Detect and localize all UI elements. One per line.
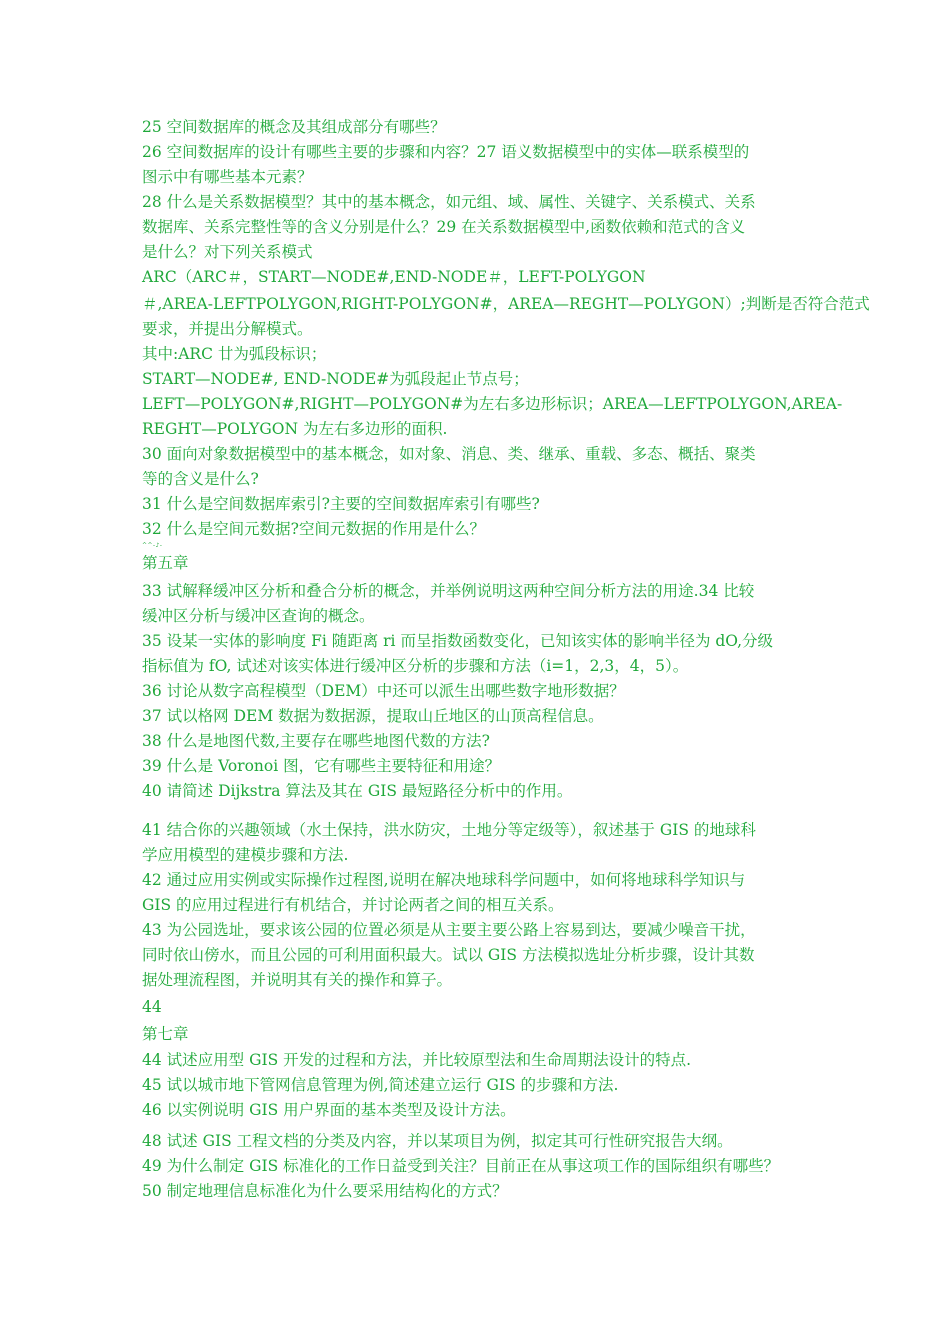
question-35-line-1: 35 设某一实体的影响度 Fi 随距离 ri 而呈指数函数变化，已知该实体的影响半径为 dO,分级 [142,632,774,650]
question-25: 25 空间数据库的概念及其组成部分有哪些？ [142,118,446,136]
question-26-27-line-2: 图示中有哪些基本元素？ [142,168,313,186]
question-30-line-1: 30 面向对象数据模型中的基本概念，如对象、消息、类、继承、重载、多态、概括、聚类 [142,445,756,463]
question-50: 50 制定地理信息标准化为什么要采用结构化的方式？ [142,1182,508,1200]
question-37: 37 试以格网 DEM 数据为数据源，提取山丘地区的山顶高程信息。 [142,707,604,725]
schema-note-arc: 其中:ARC 廿为弧段标识； [142,345,327,363]
question-42-line-2: GIS 的应用过程进行有机结合，并讨论两者之间的相互关系。 [142,896,564,914]
question-30-line-2: 等的含义是什么? [142,470,259,488]
question-42-line-1: 42 通过应用实例或实际操作过程图,说明在解决地球科学问题中，如何将地球科学知识与 [142,871,746,889]
question-43-line-1: 43 为公园选址，要求该公园的位置必须是从主要主要公路上容易到达，要减少噪音干扰， [142,921,756,939]
question-28-29-line-1: 28 什么是关系数据模型？其中的基本概念，如元组、域、属性、关键字、关系模式、关系 [142,193,756,211]
question-33-34-line-1: 33 试解释缓冲区分析和叠合分析的概念，并举例说明这两种空间分析方法的用途.34 比较 [142,582,755,600]
chapter-5-heading: 第五章 [142,554,189,572]
question-31: 31 什么是空间数据库索引?主要的空间数据库索引有哪些? [142,495,540,513]
question-35-line-2: 指标值为 fO, 试述对该实体进行缓冲区分析的步骤和方法（i=1，2,3，4，5）。 [142,657,689,675]
schema-note-polygon-line-2: REGHT—POLYGON 为左右多边形的面积. [142,420,448,438]
question-46: 46 以实例说明 GIS 用户界面的基本类型及设计方法。 [142,1101,516,1119]
question-28-29-line-3: 是什么？对下列关系模式 [142,243,313,261]
question-40: 40 请简述 Dijkstra 算法及其在 GIS 最短路径分析中的作用。 [142,782,573,800]
relation-schema-line-3: 要求，并提出分解模式。 [142,320,313,338]
stray-mark: ^^-♪- [142,542,163,549]
question-43-line-2: 同时依山傍水，而且公园的可利用面积最大。试以 GIS 方法模拟选址分析步骤，设计其数 [142,946,755,964]
question-32: 32 什么是空间元数据?空间元数据的作用是什么？ [142,520,485,538]
question-26-27-line-1: 26 空间数据库的设计有哪些主要的步骤和内容？27 语义数据模型中的实体—联系模型的 [142,143,750,161]
document-body [142,115,870,1204]
question-38: 38 什么是地图代数,主要存在哪些地图代数的方法? [142,732,490,750]
question-44-number: 44 [142,998,162,1016]
question-36: 36 讨论从数字高程模型（DEM）中还可以派生出哪些数字地形数据？ [142,682,625,700]
question-44: 44 试述应用型 GIS 开发的过程和方法，并比较原型法和生命周期法设计的特点. [142,1051,692,1069]
schema-note-node: START—NODE#, END-NODE#为弧段起止节点号； [142,370,529,388]
question-45: 45 试以城市地下管网信息管理为例,简述建立运行 GIS 的步骤和方法. [142,1076,619,1094]
question-49: 49 为什么制定 GIS 标准化的工作日益受到关注？目前正在从事这项工作的国际组织有哪些？ [142,1157,780,1175]
question-41-line-2: 学应用模型的建模步骤和方法. [142,846,349,864]
chapter-7-heading: 第七章 [142,1025,189,1043]
question-33-34-line-2: 缓冲区分析与缓冲区查询的概念。 [142,607,375,625]
question-28-29-line-2: 数据库、关系完整性等的含义分别是什么？29 在关系数据模型中,函数依赖和范式的含义 [142,218,746,236]
relation-schema-line-1: ARC（ARC＃，START—NODE#,END-NODE＃，LEFT-POLYGON [142,268,646,286]
question-41-line-1: 41 结合你的兴趣领域（水土保持，洪水防灾，土地分等定级等），叙述基于 GIS 的地球科 [142,821,756,839]
question-43-line-3: 据处理流程图，并说明其有关的操作和算子。 [142,971,453,989]
question-39: 39 什么是 Voronoi 图，它有哪些主要特征和用途？ [142,757,501,775]
schema-note-polygon-line-1: LEFT—POLYGON#,RIGHT—POLYGON#为左右多边形标识；AREA—LEFTPOLYGON,AREA- [142,395,843,413]
question-48: 48 试述 GIS 工程文档的分类及内容，并以某项目为例，拟定其可行性研究报告大纲。 [142,1132,733,1150]
relation-schema-line-2: ＃,AREA-LEFTPOLYGON,RIGHT-POLYGON#，AREA—REGHT—POLYGON）;判断是否符合范式 [142,295,870,313]
